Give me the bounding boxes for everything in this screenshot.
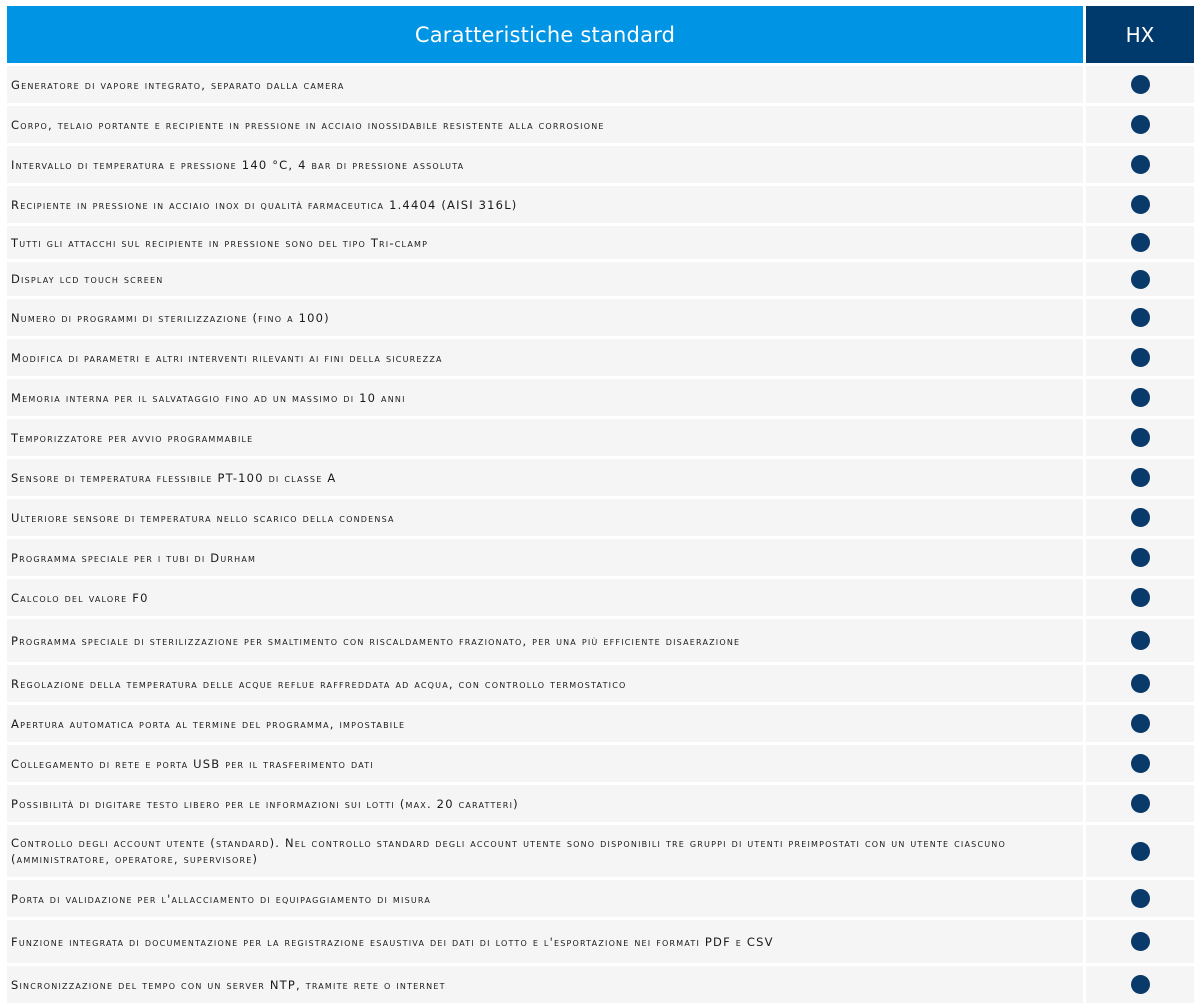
feature-label: Modifica di parametri e altri interventi rilevanti ai fini della sicurezza bbox=[7, 339, 1083, 376]
included-dot-icon bbox=[1131, 155, 1150, 174]
hx-cell bbox=[1086, 665, 1194, 702]
included-dot-icon bbox=[1131, 233, 1150, 252]
included-dot-icon bbox=[1131, 428, 1150, 447]
included-dot-icon bbox=[1131, 75, 1150, 94]
table-row bbox=[7, 66, 1194, 103]
table-row bbox=[7, 619, 1194, 662]
feature-label: Programma speciale per i tubi di Durham bbox=[7, 539, 1083, 576]
hx-cell bbox=[1086, 705, 1194, 742]
table-header bbox=[7, 6, 1194, 63]
feature-label: Intervallo di temperatura e pressione 140 °C, 4 bar di pressione assoluta bbox=[7, 146, 1083, 183]
hx-cell bbox=[1086, 419, 1194, 456]
table-row bbox=[7, 419, 1194, 456]
hx-cell bbox=[1086, 966, 1194, 1003]
hx-cell bbox=[1086, 146, 1194, 183]
header-model-hx: HX bbox=[1086, 6, 1194, 63]
feature-label: Temporizzatore per avvio programmabile bbox=[7, 419, 1083, 456]
feature-label: Numero di programmi di sterilizzazione (fino a 100) bbox=[7, 299, 1083, 336]
hx-cell bbox=[1086, 186, 1194, 223]
table-row bbox=[7, 745, 1194, 782]
included-dot-icon bbox=[1131, 270, 1150, 289]
included-dot-icon bbox=[1131, 468, 1150, 487]
hx-cell bbox=[1086, 785, 1194, 822]
feature-label: Apertura automatica porta al termine del programma, impostabile bbox=[7, 705, 1083, 742]
feature-label: Regolazione della temperatura delle acque reflue raffreddata ad acqua, con controllo termostatico bbox=[7, 665, 1083, 702]
hx-cell bbox=[1086, 880, 1194, 917]
table-row bbox=[7, 579, 1194, 616]
feature-label: Possibilità di digitare testo libero per le informazioni sui lotti (max. 20 caratteri) bbox=[7, 785, 1083, 822]
hx-cell bbox=[1086, 299, 1194, 336]
table-row bbox=[7, 705, 1194, 742]
hx-cell bbox=[1086, 619, 1194, 662]
included-dot-icon bbox=[1131, 714, 1150, 733]
included-dot-icon bbox=[1131, 308, 1150, 327]
included-dot-icon bbox=[1131, 631, 1150, 650]
hx-cell bbox=[1086, 920, 1194, 963]
table-row bbox=[7, 299, 1194, 336]
hx-cell bbox=[1086, 339, 1194, 376]
included-dot-icon bbox=[1131, 348, 1150, 367]
included-dot-icon bbox=[1131, 195, 1150, 214]
table-row bbox=[7, 966, 1194, 1003]
feature-label: Ulteriore sensore di temperatura nello scarico della condensa bbox=[7, 499, 1083, 536]
table-row bbox=[7, 785, 1194, 822]
included-dot-icon bbox=[1131, 388, 1150, 407]
feature-label: Recipiente in pressione in acciaio inox di qualità farmaceutica 1.4404 (AISI 316L) bbox=[7, 186, 1083, 223]
hx-cell bbox=[1086, 539, 1194, 576]
feature-label: Funzione integrata di documentazione per la registrazione esaustiva dei dati di lotto e l'esportazione nei formati PDF e CSV bbox=[7, 920, 1083, 963]
included-dot-icon bbox=[1131, 889, 1150, 908]
included-dot-icon bbox=[1131, 794, 1150, 813]
table-row bbox=[7, 106, 1194, 143]
hx-cell bbox=[1086, 226, 1194, 259]
hx-cell bbox=[1086, 66, 1194, 103]
included-dot-icon bbox=[1131, 674, 1150, 693]
included-dot-icon bbox=[1131, 842, 1150, 861]
table-row bbox=[7, 339, 1194, 376]
included-dot-icon bbox=[1131, 548, 1150, 567]
hx-cell bbox=[1086, 459, 1194, 496]
table-row bbox=[7, 262, 1194, 296]
included-dot-icon bbox=[1131, 975, 1150, 994]
feature-label: Calcolo del valore F0 bbox=[7, 579, 1083, 616]
hx-cell bbox=[1086, 745, 1194, 782]
hx-cell bbox=[1086, 825, 1194, 877]
feature-label: Collegamento di rete e porta USB per il trasferimento dati bbox=[7, 745, 1083, 782]
included-dot-icon bbox=[1131, 115, 1150, 134]
hx-cell bbox=[1086, 499, 1194, 536]
table-row bbox=[7, 880, 1194, 917]
table-row bbox=[7, 459, 1194, 496]
included-dot-icon bbox=[1131, 932, 1150, 951]
features-table bbox=[7, 6, 1194, 1006]
table-row bbox=[7, 920, 1194, 963]
feature-label: Memoria interna per il salvataggio fino ad un massimo di 10 anni bbox=[7, 379, 1083, 416]
feature-label: Programma speciale di sterilizzazione per smaltimento con riscaldamento frazionato, per una più efficiente disaerazione bbox=[7, 619, 1083, 662]
feature-label: Tutti gli attacchi sul recipiente in pressione sono del tipo Tri-clamp bbox=[7, 226, 1083, 259]
table-row bbox=[7, 146, 1194, 183]
feature-label: Generatore di vapore integrato, separato dalla camera bbox=[7, 66, 1083, 103]
hx-cell bbox=[1086, 106, 1194, 143]
feature-label: Porta di validazione per l'allacciamento di equipaggiamento di misura bbox=[7, 880, 1083, 917]
hx-cell bbox=[1086, 262, 1194, 296]
hx-cell bbox=[1086, 579, 1194, 616]
hx-cell bbox=[1086, 379, 1194, 416]
table-row bbox=[7, 379, 1194, 416]
table-row bbox=[7, 499, 1194, 536]
table-row bbox=[7, 539, 1194, 576]
feature-label: Corpo, telaio portante e recipiente in pressione in acciaio inossidabile resistente alla corrosione bbox=[7, 106, 1083, 143]
table-row bbox=[7, 665, 1194, 702]
table-row bbox=[7, 825, 1194, 877]
included-dot-icon bbox=[1131, 754, 1150, 773]
table-row bbox=[7, 186, 1194, 223]
feature-label: Sincronizzazione del tempo con un server NTP, tramite rete o internet bbox=[7, 966, 1083, 1003]
feature-label: Sensore di temperatura flessibile PT-100 di classe A bbox=[7, 459, 1083, 496]
feature-label: Display lcd touch screen bbox=[7, 262, 1083, 296]
included-dot-icon bbox=[1131, 508, 1150, 527]
header-title: Caratteristiche standard bbox=[7, 6, 1083, 63]
table-body bbox=[7, 66, 1194, 1003]
table-row bbox=[7, 226, 1194, 259]
feature-label: Controllo degli account utente (standard). Nel controllo standard degli account utente sono disponibili tre gruppi di utenti preimpostati con un utente ciascuno (amministratore, operatore, supervisore) bbox=[7, 825, 1083, 877]
included-dot-icon bbox=[1131, 588, 1150, 607]
